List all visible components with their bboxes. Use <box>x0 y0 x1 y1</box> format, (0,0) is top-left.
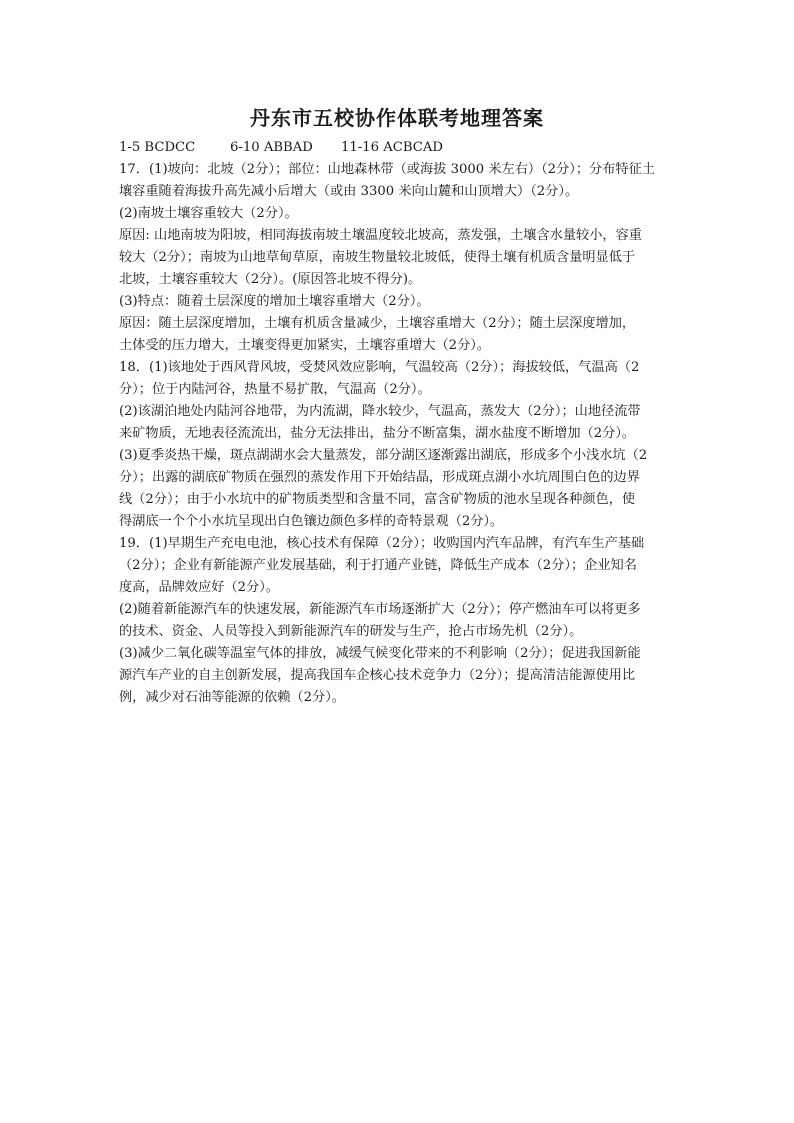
answer-line: 原因：随土层深度增加，土壤有机质含量减少，土壤容重增大（2分）；随土层深度增加， <box>119 316 636 331</box>
answer-line: (2)该湖泊地处内陆河谷地带，为内流湖，降水较少，气温高，蒸发大（2分）；山地径流带 <box>119 404 641 419</box>
answer-line: 源汽车产业的自主创新发展，提高我国车企核心技术竞争力（2分）；提高清洁能源使用比 <box>119 668 636 683</box>
answer-text-block <box>119 159 675 709</box>
answer-line: 线（2分）；由于小水坑中的矿物质类型和含量不同，富含矿物质的池水呈现各种颜色，使 <box>119 492 636 507</box>
answer-line: (2)南坡土壤容重较大（2分）。 <box>119 206 298 221</box>
choice-answers-11-16: 11-16 ACBCAD <box>341 140 443 155</box>
answer-line: 的技术、资金、人员等投入到新能源汽车的研发与生产，抢占市场先机（2分）。 <box>119 624 583 639</box>
choice-answers-6-10: 6-10 ABBAD <box>230 140 313 155</box>
answer-line: 原因: 山地南坡为阳坡，相同海拔南坡土壤温度较北坡高，蒸发强，土壤含水量较小，容重 <box>119 228 642 243</box>
answer-line: (3)夏季炎热干燥，斑点湖湖水会大量蒸发，部分湖区逐渐露出湖底，形成多个小浅水坑（2 <box>119 448 648 463</box>
answer-line: 例，减少对石油等能源的依赖（2分）。 <box>119 690 345 705</box>
answer-line: (2)随着新能源汽车的快速发展，新能源汽车市场逐渐扩大（2分）；停产燃油车可以将更多 <box>119 602 641 617</box>
choice-answers-1-5: 1-5 BCDCC <box>119 140 196 155</box>
answer-line: 度高，品牌效应好（2分）。 <box>119 580 280 595</box>
answer-line: 18．(1)该地处于西风背风坡，受焚风效应影响，气温较高（2分）；海拔较低，气温高（2 <box>119 360 640 375</box>
answer-line: (3)减少二氧化碳等温室气体的排放，减缓气候变化带来的不利影响（2分）；促进我国新能 <box>119 646 641 661</box>
answer-line: 17．(1)坡向：北坡（2分）；部位：山地森林带（或海拔 3000 米左右）（2分）；分布特征土 <box>119 162 655 177</box>
answer-line: 分）；位于内陆河谷，热量不易扩散，气温高（2分）。 <box>119 382 431 397</box>
answer-line: （2分）；企业有新能源产业发展基础，利于打通产业链，降低生产成本（2分）；企业知名 <box>119 558 637 573</box>
choice-answers-row <box>119 137 675 159</box>
page-title: 丹东市五校协作体联考地理答案 <box>250 106 544 130</box>
answer-line: 北坡，土壤容重较大（2分）。(原因答北坡不得分)。 <box>119 272 422 287</box>
answer-line: (3)特点：随着土层深度的增加土壤容重增大（2分）。 <box>119 294 430 309</box>
answer-line: 来矿物质，无地表径流流出，盐分无法排出，盐分不断富集，湖水盐度不断增加（2分）。 <box>119 426 636 441</box>
answer-line: 壤容重随着海拔升高先减小后增大（或由 3300 米向山麓和山顶增大）（2分）。 <box>119 184 579 199</box>
answer-line: 得湖底一个个小水坑呈现出白色镶边颜色多样的奇特景观（2分）。 <box>119 514 504 529</box>
answer-content <box>119 137 675 709</box>
answer-line: 较大（2分）；南坡为山地草甸草原，南坡生物量较北坡低，使得土壤有机质含量明显低于 <box>119 250 636 265</box>
answer-line: 19．(1)早期生产充电电池，核心技术有保障（2分）；收购国内汽车品牌，有汽车生产基础 <box>119 536 645 551</box>
answer-line: 土体受的压力增大，土壤变得更加紧实，土壤容重增大（2分）。 <box>119 338 491 353</box>
answer-line: 分）；出露的湖底矿物质在强烈的蒸发作用下开始结晶，形成斑点湖小水坑周围白色的边界 <box>119 470 640 485</box>
